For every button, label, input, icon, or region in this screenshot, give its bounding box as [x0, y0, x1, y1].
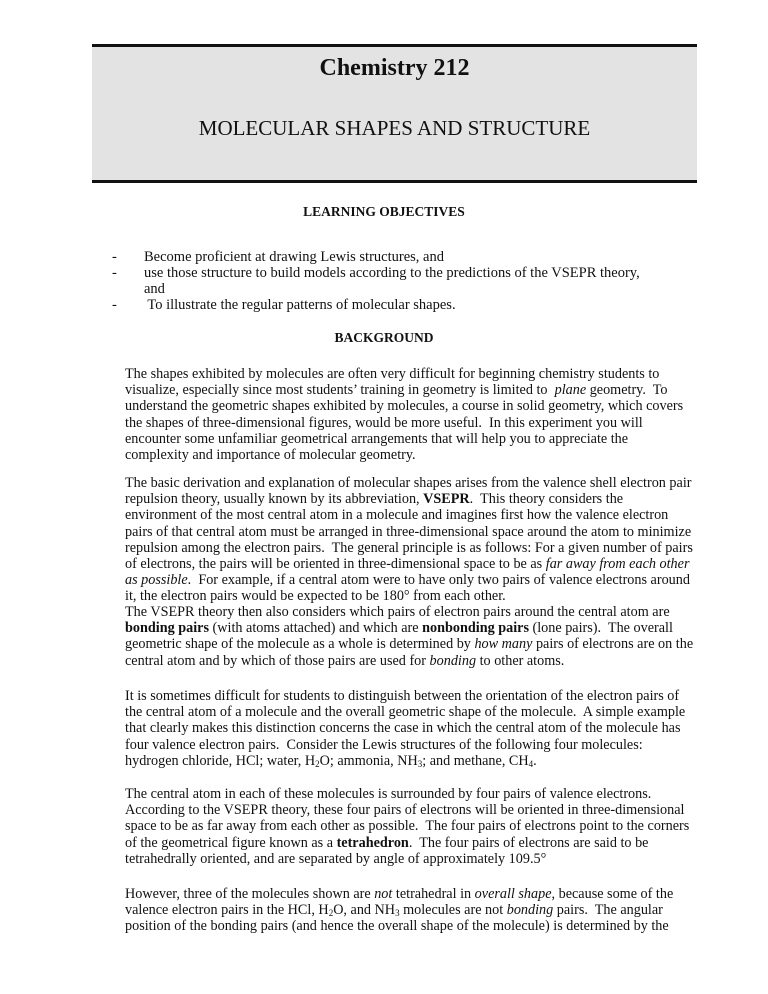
text-run: The basic derivation and explanation of molecular shapes arises from the valence shell electron pair — [125, 475, 692, 491]
text-line — [125, 475, 705, 491]
objective-text: use those structure to build models according to the predictions of the VSEPR theory, — [144, 265, 640, 281]
text-run: of electrons, the pairs will be oriented in three-dimensional space to be as — [125, 556, 546, 573]
emphasis: not — [374, 886, 393, 902]
text-run: . The four pairs of electrons are said to be — [408, 834, 649, 851]
text-line — [125, 818, 705, 834]
text-line — [125, 835, 705, 851]
text-line — [125, 398, 705, 414]
text-run: space to be as far away from each other as possible. The four pairs of electrons point to the corners — [125, 818, 690, 835]
learning-objectives-heading: LEARNING OBJECTIVES — [303, 204, 465, 219]
emphasis: how many — [474, 636, 533, 653]
text-line — [125, 447, 705, 463]
paragraph — [125, 786, 705, 867]
text-line — [125, 918, 705, 934]
text-run: According to the VSEPR theory, these four pairs of electrons will be oriented in three-dimensional — [125, 802, 685, 819]
objective-item — [112, 249, 672, 265]
text-run: repulsion theory, usually known by its abbreviation, — [125, 491, 424, 508]
text-line — [125, 902, 705, 918]
bold-term: bonding pairs — [125, 620, 209, 637]
emphasis: bonding — [429, 652, 477, 669]
text-line — [125, 540, 705, 556]
text-run: ; and methane, CH — [422, 752, 529, 769]
subscript: 3 — [417, 758, 423, 769]
text-run: visualize, especially since most students’ training in geometry is limited to — [125, 382, 555, 399]
text-run: molecules are not — [399, 902, 507, 919]
subscript: 3 — [395, 908, 400, 919]
text-line — [125, 588, 705, 604]
objective-item — [112, 297, 672, 313]
text-run: O; ammonia, NH — [319, 752, 418, 769]
text-run: valence electron pairs in the HCl, H — [125, 902, 329, 919]
text-run: O, and NH — [333, 902, 396, 919]
subscript: 2 — [315, 758, 320, 769]
text-line — [125, 753, 705, 769]
text-run: encounter some unfamiliar geometrical arrangements that will help you to appreciate the — [125, 430, 629, 447]
text-run: that clearly makes this distinction concerns the case in which the central atom of the molecule has — [125, 720, 681, 737]
document-title: MOLECULAR SHAPES AND STRUCTURE — [198, 116, 591, 140]
bold-term: tetrahedron — [336, 834, 409, 851]
text-run: The shapes exhibited by molecules are often very difficult for beginning chemistry students to — [125, 366, 660, 382]
text-run: hydrogen chloride, HCl; water, H — [125, 752, 316, 769]
text-run: central atom and by which of those pairs are used for — [125, 652, 430, 669]
text-run: tetrahedrally oriented, and are separated by angle of approximately 109.5° — [125, 850, 547, 867]
text-line — [125, 382, 705, 398]
text-line — [125, 737, 705, 753]
paragraph — [125, 688, 705, 769]
text-line — [125, 636, 705, 652]
text-line — [125, 653, 705, 669]
text-run: pairs of electrons are on the — [532, 636, 694, 653]
emphasis: overall shape — [474, 886, 552, 902]
bullet-dash: - — [112, 265, 117, 281]
text-run: . — [533, 752, 537, 769]
text-run: of the geometrical figure known as a — [125, 834, 337, 851]
text-run: to other atoms. — [476, 652, 565, 669]
text-line — [125, 507, 705, 523]
text-line — [125, 786, 705, 802]
text-run: The central atom in each of these molecules is surrounded by four pairs of valence electrons. — [125, 786, 652, 802]
text-run: . This theory considers the — [469, 491, 624, 508]
paragraph — [125, 886, 705, 935]
text-run: environment of the most central atom in a molecule and imagines first how the valence electron — [125, 507, 669, 524]
text-line — [125, 524, 705, 540]
text-line — [125, 556, 705, 572]
paragraph — [125, 604, 705, 669]
objective-item — [112, 265, 672, 297]
text-run: pairs. The angular — [553, 902, 663, 919]
emphasis: plane — [554, 382, 587, 399]
subscript: 4 — [528, 758, 534, 769]
text-run: (with atoms attached) and which are — [208, 620, 423, 637]
paragraph — [125, 475, 705, 605]
bold-term: VSEPR — [423, 491, 470, 508]
background-heading: BACKGROUND — [334, 330, 434, 345]
text-line — [125, 604, 705, 620]
course-title: Chemistry 212 — [319, 55, 470, 81]
text-run: the central atom of a molecule and the overall geometric shape of the molecule. A simple example — [125, 704, 686, 721]
text-line — [125, 720, 705, 736]
text-line — [125, 572, 705, 588]
text-line — [125, 491, 705, 507]
text-run: geometric shape of the molecule as a whole is determined by — [125, 636, 475, 653]
emphasis: as possible — [125, 572, 188, 589]
text-run: . For example, if a central atom were to have only two pairs of valence electrons around — [187, 572, 690, 589]
text-run: However, three of the molecules shown are — [125, 886, 375, 902]
text-run: repulsion among the electron pairs. The general principle is as follows: For a given number of pairs — [125, 539, 693, 556]
text-run: tetrahedral in — [392, 886, 475, 902]
text-run: The VSEPR theory then also considers which pairs of electron pairs around the central atom are — [125, 604, 670, 620]
text-line — [125, 620, 705, 636]
text-line — [125, 886, 705, 902]
text-run: pairs of that central atom must be arranged in three-dimensional space around the atom to minimize — [125, 523, 692, 540]
text-run: It is sometimes difficult for students to distinguish between the orientation of the electron pairs of — [125, 688, 680, 704]
text-run: , because some of the — [551, 886, 674, 902]
bullet-dash: - — [112, 249, 117, 265]
text-run: position of the bonding pairs (and hence the overall shape of the molecule) is determined by the — [125, 918, 669, 935]
objective-text: and — [144, 281, 165, 297]
text-run: complexity and importance of molecular geometry. — [125, 447, 416, 464]
text-run: the shapes of three-dimensional figures, would be more useful. In this experiment you will — [125, 414, 643, 431]
text-run: four valence electron pairs. Consider the Lewis structures of the following four molecules: — [125, 736, 643, 753]
objectives-list — [112, 249, 672, 313]
objective-text: To illustrate the regular patterns of molecular shapes. — [144, 297, 456, 313]
paragraph — [125, 366, 705, 463]
text-line — [125, 366, 705, 382]
text-run: geometry. To — [586, 382, 668, 399]
bold-term: nonbonding pairs — [422, 620, 529, 637]
text-run: understand the geometric shapes exhibited by molecules, a course in solid geometry, which covers — [125, 398, 684, 415]
text-run: it, the electron pairs would be expected to be 180° from each other. — [125, 588, 506, 605]
text-line — [125, 431, 705, 447]
text-line — [125, 802, 705, 818]
text-run: (lone pairs). The overall — [528, 620, 673, 637]
text-line — [125, 851, 705, 867]
objective-text: Become proficient at drawing Lewis structures, and — [144, 249, 444, 265]
text-line — [125, 704, 705, 720]
text-line — [125, 688, 705, 704]
bullet-dash: - — [112, 297, 117, 313]
emphasis: far away from each other — [545, 556, 690, 573]
text-line — [125, 415, 705, 431]
title-banner — [92, 44, 697, 183]
emphasis: bonding — [506, 902, 554, 919]
subscript: 2 — [328, 908, 334, 919]
